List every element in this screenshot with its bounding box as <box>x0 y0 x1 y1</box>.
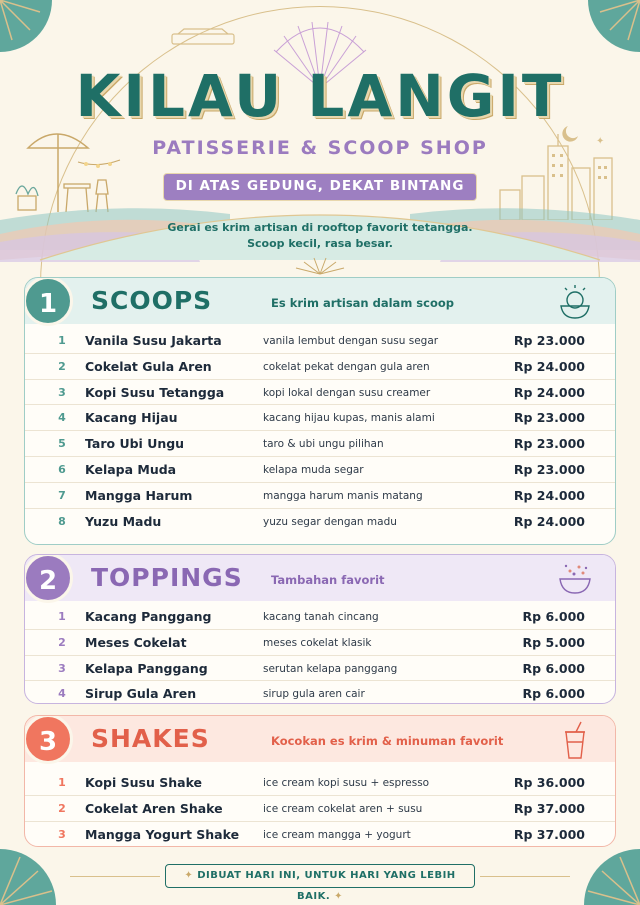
item-price: Rp 37.000 <box>513 800 585 816</box>
shakes-list <box>25 762 615 847</box>
section-title: TOPPINGS <box>91 563 243 592</box>
list-item <box>25 354 615 380</box>
item-price: Rp 36.000 <box>513 775 585 790</box>
scoops-list <box>25 324 615 534</box>
item-name: Kelapa Muda <box>85 461 177 477</box>
item-name: Taro Ubi Ungu <box>85 436 185 452</box>
item-price: Rp 23.000 <box>513 333 585 348</box>
toppings-list <box>25 601 615 704</box>
list-item <box>25 630 615 656</box>
list-item <box>25 509 615 535</box>
item-price: Rp 37.000 <box>513 826 585 842</box>
list-item <box>25 457 615 483</box>
corner-fan-bottom-left-icon <box>0 843 60 905</box>
item-index: 2 <box>58 635 66 649</box>
item-description: kacang tanah cincang <box>263 611 379 623</box>
item-description: ice cream cokelat aren + susu <box>263 802 423 815</box>
item-index: 6 <box>58 462 66 476</box>
item-index: 2 <box>58 359 66 373</box>
intro-line-1: Gerai es krim artisan di rooftop favorit tetangga. <box>167 221 473 234</box>
item-name: Meses Cokelat <box>85 634 187 650</box>
corner-fan-top-left-icon <box>0 0 52 52</box>
bench-sign-icon <box>170 28 236 48</box>
item-description: kelapa muda segar <box>263 463 364 476</box>
item-index: 2 <box>58 801 66 815</box>
section-header <box>25 278 615 324</box>
svg-text:✦: ✦ <box>596 136 605 147</box>
list-item <box>25 405 615 431</box>
item-description: vanila lembut dengan susu segar <box>263 335 439 347</box>
item-index: 1 <box>58 334 66 347</box>
section-toppings <box>24 554 616 704</box>
item-name: Mangga Yogurt Shake <box>85 826 240 842</box>
section-subtitle: Es krim artisan dalam scoop <box>271 296 454 310</box>
footer-divider-right <box>480 876 570 877</box>
item-name: Kacang Hijau <box>85 410 178 426</box>
intro-line-2: Scoop kecil, rasa besar. <box>247 237 393 250</box>
footer-divider-left <box>70 876 160 877</box>
section-number-badge: 1 <box>24 277 73 326</box>
shop-subtitle: PATISSERIE & SCOOP SHOP <box>152 137 488 159</box>
shake-cup-icon <box>555 720 595 760</box>
item-name: Sirup Gula Aren <box>85 686 197 702</box>
list-item <box>25 380 615 406</box>
section-number-badge: 3 <box>24 715 73 764</box>
footer-text: DIBUAT HARI INI, UNTUK HARI YANG LEBIH BAIK. <box>197 870 456 902</box>
section-subtitle: Kocokan es krim & minuman favorit <box>271 734 504 748</box>
list-item <box>25 483 615 509</box>
item-index: 5 <box>58 437 66 451</box>
item-name: Vanila Susu Jakarta <box>85 333 222 348</box>
item-price: Rp 24.000 <box>513 513 585 529</box>
item-description: kacang hijau kupas, manis alami <box>263 412 435 425</box>
item-price: Rp 23.000 <box>513 410 585 426</box>
item-price: Rp 24.000 <box>513 487 585 503</box>
item-index: 3 <box>58 661 66 675</box>
item-name: Kopi Susu Tetangga <box>85 384 225 400</box>
footer-banner <box>165 864 475 902</box>
item-description: ice cream mangga + yogurt <box>263 828 411 841</box>
item-index: 8 <box>58 514 66 528</box>
list-item <box>25 656 615 682</box>
item-index: 4 <box>58 411 66 425</box>
item-description: cokelat pekat dengan gula aren <box>263 360 430 373</box>
item-price: Rp 23.000 <box>513 461 585 477</box>
section-header <box>25 716 615 762</box>
sprinkle-bowl-icon <box>555 559 595 597</box>
item-description: serutan kelapa panggang <box>263 662 398 675</box>
section-subtitle: Tambahan favorit <box>271 573 385 587</box>
section-header <box>25 555 615 601</box>
list-item <box>25 431 615 457</box>
list-item <box>25 604 615 630</box>
corner-fan-top-right-icon <box>588 0 640 52</box>
intro-text <box>0 220 640 252</box>
item-description: mangga harum manis matang <box>263 489 423 502</box>
item-index: 1 <box>58 610 66 623</box>
sparkle-icon: ✦ <box>184 870 194 881</box>
item-name: Kacang Panggang <box>85 609 212 624</box>
sparkle-icon: ✦ <box>334 891 343 902</box>
shop-title: KILAU LANGIT <box>75 62 565 130</box>
item-price: Rp 6.000 <box>522 609 585 624</box>
small-fan-divider-icon <box>290 256 350 276</box>
header <box>0 0 640 280</box>
ice-cream-bowl-icon <box>555 282 595 320</box>
item-index: 1 <box>58 776 66 789</box>
item-name: Cokelat Aren Shake <box>85 800 223 816</box>
item-description: meses cokelat klasik <box>263 636 372 649</box>
list-item <box>25 681 615 704</box>
item-name: Mangga Harum <box>85 487 193 503</box>
item-price: Rp 24.000 <box>513 358 585 374</box>
item-name: Kelapa Panggang <box>85 660 208 676</box>
list-item <box>25 770 615 796</box>
item-index: 3 <box>58 827 66 841</box>
list-item <box>25 822 615 847</box>
item-index: 7 <box>58 488 66 502</box>
item-description: ice cream kopi susu + espresso <box>263 777 430 789</box>
item-price: Rp 6.000 <box>522 660 585 676</box>
section-shakes <box>24 715 616 847</box>
item-index: 3 <box>58 385 66 399</box>
item-price: Rp 5.000 <box>522 634 585 650</box>
item-index: 4 <box>58 687 66 701</box>
list-item <box>25 328 615 354</box>
section-title: SCOOPS <box>91 286 213 315</box>
item-name: Kopi Susu Shake <box>85 775 203 790</box>
list-item <box>25 796 615 822</box>
item-name: Cokelat Gula Aren <box>85 358 212 374</box>
item-price: Rp 24.000 <box>513 384 585 400</box>
item-description: taro & ubi ungu pilihan <box>263 438 384 451</box>
item-description: yuzu segar dengan madu <box>263 515 397 528</box>
tagline-banner: DI ATAS GEDUNG, DEKAT BINTANG <box>163 173 477 201</box>
item-price: Rp 23.000 <box>513 436 585 452</box>
item-description: sirup gula aren cair <box>263 688 365 701</box>
item-description: kopi lokal dengan susu creamer <box>263 386 431 399</box>
item-price: Rp 6.000 <box>522 686 585 702</box>
section-scoops <box>24 277 616 545</box>
section-title: SHAKES <box>91 724 210 753</box>
section-number-badge: 2 <box>24 554 73 603</box>
item-name: Yuzu Madu <box>85 513 162 529</box>
corner-fan-bottom-right-icon <box>580 843 640 905</box>
